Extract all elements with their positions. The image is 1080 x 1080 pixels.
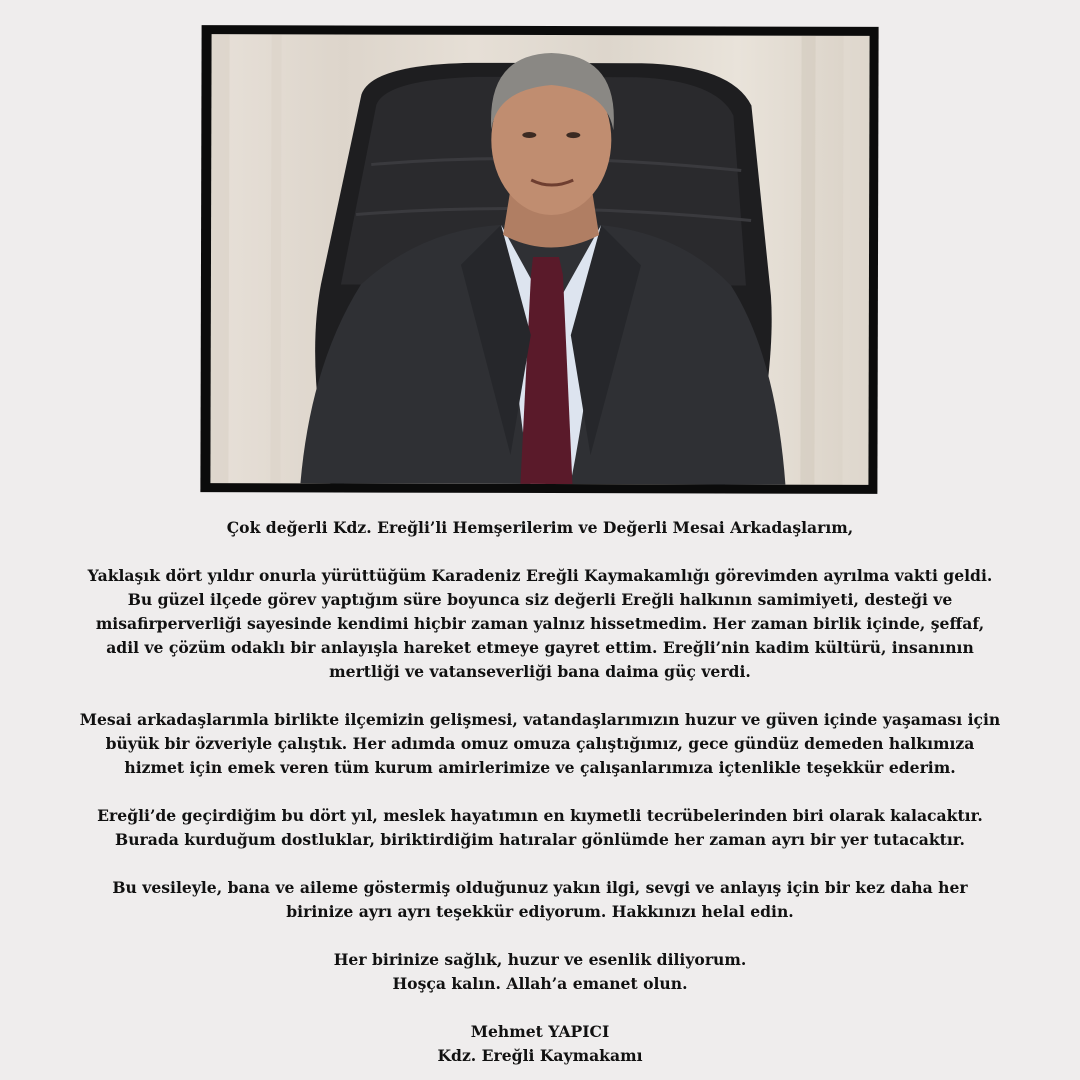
- text-line: Burada kurduğum dostluklar, biriktirdiğim hatıralar gönlümde her zaman ayrı bir yer tutacaktır.: [115, 830, 965, 849]
- text-line: birinize ayrı ayrı teşekkür ediyorum. Hakkınızı helal edin.: [286, 902, 794, 921]
- paragraph-3: [20, 804, 1060, 852]
- paragraph-5: [20, 948, 1060, 996]
- text-line: Her birinize sağlık, huzur ve esenlik diliyorum.: [333, 950, 747, 969]
- salutation: [20, 516, 1060, 540]
- text-line: Bu güzel ilçede görev yaptığım süre boyunca siz değerli Ereğli halkının samimiyeti, desteği ve: [127, 590, 953, 609]
- text-line: büyük bir özveriyle çalıştık. Her adımda omuz omuza çalıştığımız, gece gündüz demeden halkımıza: [105, 734, 975, 753]
- text-line: mertliği ve vatanseverliği bana daima güç verdi.: [329, 662, 751, 681]
- text-line: hizmet için emek veren tüm kurum amirlerimize ve çalışanlarımıza içtenlikle teşekkür ederim.: [124, 758, 956, 777]
- portrait-illustration: [210, 34, 869, 485]
- text-line: adil ve çözüm odaklı bir anlayışla hareket etmeye gayret ettim. Ereğli’nin kadim kültürü, insanının: [106, 638, 974, 657]
- text-line: Hoşça kalın. Allah’a emanet olun.: [392, 974, 688, 993]
- signature-name: Mehmet YAPICI: [470, 1022, 610, 1041]
- text-line: Yaklaşık dört yıldır onurla yürüttüğüm Karadeniz Ereğli Kaymakamlığı görevimden ayrılma vakti geldi.: [87, 566, 993, 585]
- text-line: Mesai arkadaşlarımla birlikte ilçemizin gelişmesi, vatandaşlarımızın huzur ve güven içinde yaşaması için: [79, 710, 1001, 729]
- text-line: Ereğli’de geçirdiğim bu dört yıl, meslek hayatımın en kıymetli tecrübelerinden biri olarak kalacaktır.: [97, 806, 983, 825]
- signature-title: Kdz. Ereğli Kaymakamı: [437, 1046, 643, 1065]
- portrait-photo: [210, 34, 869, 485]
- paragraph-4: [20, 876, 1060, 924]
- paragraph-2: [20, 708, 1060, 780]
- text-line: Bu vesileyle, bana ve aileme göstermiş olduğunuz yakın ilgi, sevgi ve anlayış için bir kez daha her: [112, 878, 968, 897]
- paragraph-1: [20, 564, 1060, 684]
- photo-frame: [200, 25, 878, 494]
- salutation-line: Çok değerli Kdz. Ereğli’li Hemşerilerim ve Değerli Mesai Arkadaşlarım,: [226, 518, 854, 537]
- text-line: misafirperverliği sayesinde kendimi hiçbir zaman yalnız hissetmedim. Her zaman birlik içinde, şeffaf,: [95, 614, 985, 633]
- signature-block: [20, 1020, 1060, 1068]
- farewell-letter: [20, 516, 1060, 1068]
